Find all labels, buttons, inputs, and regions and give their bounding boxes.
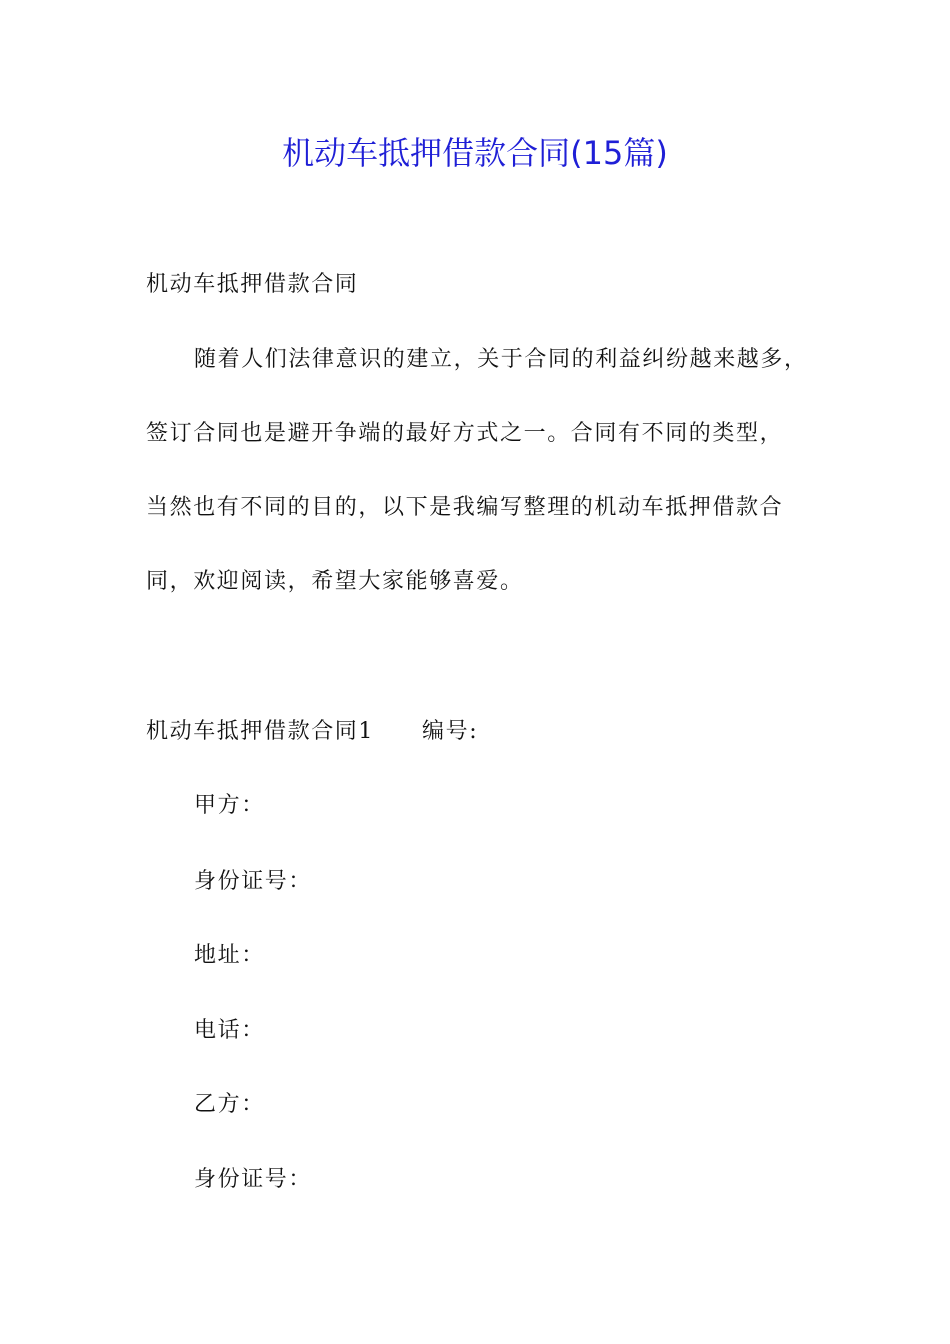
intro-line-4: 同，欢迎阅读，希望大家能够喜爱。 [146,569,524,594]
contract-number-label: 编号: [422,719,479,744]
field-party-b-id: 身份证号： [194,1167,313,1192]
intro-line-2: 签订合同也是避开争端的最好方式之一。合同有不同的类型， [146,421,784,446]
field-party-a: 甲方： [194,793,265,818]
field-party-a-id: 身份证号： [194,869,313,894]
field-party-a-address: 地址： [194,943,265,968]
document-subtitle: 机动车抵押借款合同 [146,272,359,297]
field-party-a-phone: 电话： [194,1018,265,1043]
section-heading-row [146,716,478,748]
field-party-b: 乙方： [194,1092,265,1117]
intro-line-1: 随着人们法律意识的建立，关于合同的利益纠纷越来越多， [194,347,808,372]
intro-line-3: 当然也有不同的目的，以下是我编写整理的机动车抵押借款合 [146,495,784,520]
document-title: 机动车抵押借款合同(15篇) [282,134,668,172]
section-heading: 机动车抵押借款合同1 [146,719,374,744]
